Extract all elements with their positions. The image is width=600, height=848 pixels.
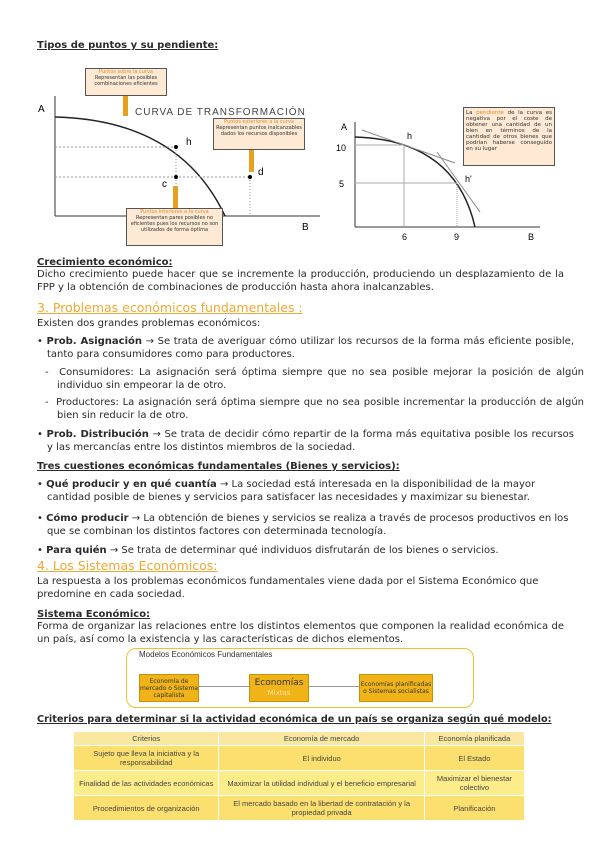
criteria-title: Criterios para determinar si la actividad económica de un país se organiza según qué modelo:	[37, 714, 552, 725]
criteria-table: Criterios Economía de mercado Economía planificada Sujeto que lleva la iniciativa y la responsabilidad El individuo El Estado Finalidad de las actividades económicas Maximizar la utilidad individual y el beneficio empresarial Maximizar el bienestar colectivo Procedimientos de organización El mercado basado en la libertad de contratación y la propiedad privada Planificación	[73, 731, 525, 821]
question-item: • Para quién → Se trata de determinar qué individuos disfrutarán de los bienes o servicios.	[37, 545, 499, 556]
x-tick: 9	[454, 232, 460, 242]
system-text: Forma de organizar las relaciones entre los distintos elementos que componen la realidad económica de un país, así como la existencia y las características de dichos elementos.	[37, 621, 564, 645]
table-row: Procedimientos de organización El mercado basado en la libertad de contratación y la propiedad privada Planificación	[74, 796, 525, 821]
question-item: • Cómo producir → La obtención de bienes y servicios se realiza a través de procesos productivos en los que se combinan los distintos factores con determinada tecnología.	[37, 513, 569, 537]
note-inside-curve: Puntos interiores a la curva Representan pares posibles no eficientes pues los recursos no son utilizados de forma óptima	[126, 208, 223, 246]
section3-intro: Existen dos grandes problemas económicos:	[37, 318, 261, 329]
axis-y-label: A	[341, 122, 348, 132]
point-h-prime-label: h'	[465, 174, 472, 184]
chart-title: CURVA DE TRANSFORMACIÓN	[135, 107, 306, 118]
point-d-label: d	[258, 167, 264, 178]
section4-text: La respuesta a los problemas económicos fundamentales viene dada por el Sistema Económico que predomine en cada sociedad.	[37, 576, 539, 600]
x-tick: 6	[402, 232, 408, 242]
model-market: Economía de mercado o Sistema capitalista	[139, 674, 199, 702]
distribucion-item: • Prob. Distribución → Se trata de decidir cómo repartir de la forma más equitativa posible los recursos y las mercancías entre los distintos miembros de la sociedad.	[37, 429, 575, 453]
note-on-curve: Puntos sobre la curva Representan las posibles combinaciones eficientes	[85, 68, 167, 96]
system-title: Sistema Económico:	[37, 609, 151, 620]
axis-x-label: B	[528, 232, 535, 242]
y-tick: 5	[339, 179, 345, 189]
note-outside-curve: Puntos exteriores a la curva Representan puntos inalcanzables dados los recursos disponibles	[213, 118, 305, 150]
point-h	[174, 145, 178, 149]
point-c-label: c	[162, 179, 167, 190]
section4-heading: 4. Los Sistemas Económicos:	[37, 558, 218, 573]
growth-text: Dicho crecimiento puede hacer que se incremente la producción, produciendo un desplazamiento de la FPP y la obtención de combinaciones de producción hasta ahora inalcanzables.	[37, 269, 564, 293]
table-row: Finalidad de las actividades económicas Maximizar la utilidad individual y el beneficio empresarial Maximizar el bienestar colectivo	[74, 771, 525, 796]
points-title: Tipos de puntos y su pendiente:	[37, 40, 219, 51]
axis-y-label: A	[38, 104, 45, 115]
productores-item: - Productores: La asignación será óptima siempre que no sea posible incrementar la producción de algún bien sin reducir la de otro.	[45, 397, 584, 421]
point-d	[248, 175, 252, 179]
model-planned: Economías planificadas o Sistemas socialistas	[359, 674, 433, 702]
models-title: Modelos Económicos Fundamentales	[139, 650, 273, 659]
slope-note: La pendiente de la curva es negativa por el coste de obtener una cantidad de un bien en términos de la cantidad de otros bienes que podrían haberse conseguido en su lugar	[463, 107, 555, 166]
model-mixed: Economías Mixtas	[249, 674, 309, 702]
point-h-label: h	[186, 137, 192, 148]
point-c	[174, 175, 178, 179]
growth-title: Crecimiento económico:	[37, 257, 173, 268]
questions-title: Tres cuestiones económicas fundamentales (Bienes y servicios):	[37, 461, 400, 472]
asignacion-item: • Prob. Asignación → Se trata de averiguar cómo utilizar los recursos de la forma más eficiente posible, tanto para consumidores como para productores.	[37, 336, 574, 360]
axis-x-label: B	[302, 222, 309, 233]
section3-heading: 3. Problemas económicos fundamentales :	[37, 300, 303, 315]
y-tick: 10	[336, 143, 347, 153]
consumidores-item: - Consumidores: La asignación será óptima siempre que no sea posible mejorar la posición de algún individuo sin empeorar la de otro.	[45, 367, 585, 391]
question-item: • Qué producir y en qué cuantía → La sociedad está interesada en la disponibilidad de la mayor cantidad posible de bienes y servicios para satisfacer las necesidades y maximizar su bienestar.	[37, 479, 536, 503]
point-h-label: h	[407, 131, 413, 141]
models-diagram	[126, 648, 474, 708]
table-row: Sujeto que lleva la iniciativa y la responsabilidad El individuo El Estado	[74, 746, 525, 771]
